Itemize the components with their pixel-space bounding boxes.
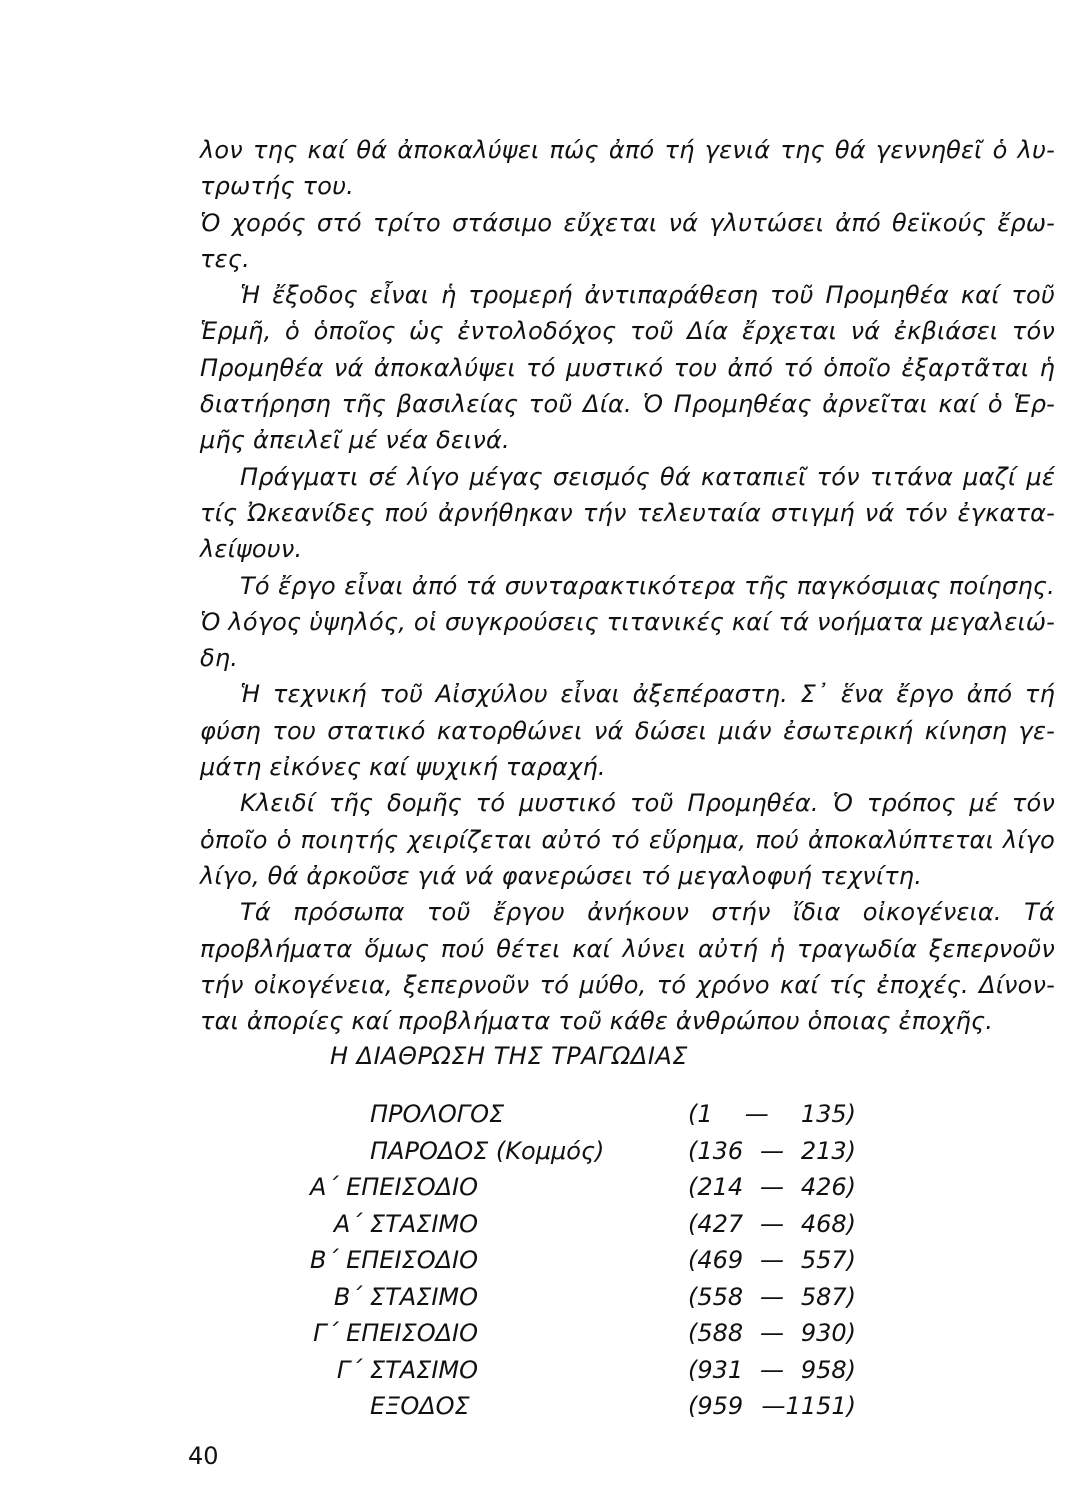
structure-label: ΠΡΟΛΟΓΟΣ (370, 1100, 505, 1128)
paragraph (200, 785, 1055, 894)
text-line: τρωτής του. (200, 172, 355, 201)
text-line: Ὁ λόγος ὑψηλός, οἱ συγκρούσεις τιτανικές καί τά νοήματα μεγαλειώ- (200, 607, 1055, 636)
structure-label: Β΄ ΣΤΑΣΙΜΟ (333, 1282, 478, 1311)
structure-label: Γ΄ ΕΠΕΙΣΟΔΙΟ (313, 1319, 478, 1347)
structure-range: (558 — 587) (688, 1282, 856, 1311)
paragraph (200, 568, 1055, 677)
text-line: διατήρηση τῆς βασιλείας τοῦ Δία. Ὁ Προμηθέας ἀρνεῖται καί ὁ Ἑρ- (200, 390, 1055, 419)
text-line: λον της καί θά ἀποκαλύψει πώς ἀπό τή γενιά της θά γεννηθεῖ ὁ λυ- (200, 136, 1055, 164)
structure-row (200, 1206, 880, 1243)
text-line: Κλειδί τῆς δομῆς τό μυστικό τοῦ Προμηθέα. Ὁ τρόπος μέ τόν (240, 789, 1055, 818)
text-line: Προμηθέα νά ἀποκαλύψει τό μυστικό του ἀπό τό ὁποῖο ἐξαρτᾶται ἡ (200, 353, 1055, 382)
page-number: 40 (188, 1442, 219, 1470)
structure-range: (588 — 930) (688, 1319, 856, 1347)
structure-range: (1 — 135) (688, 1100, 856, 1128)
paragraph (200, 459, 1055, 568)
text-line: Τό ἔργο εἶναι ἀπό τά συνταρακτικότερα τῆς παγκόσμιας ποίησης. (240, 571, 1055, 600)
structure-range: (469 — 557) (688, 1246, 856, 1274)
structure-label: Α΄ ΣΤΑΣΙΜΟ (333, 1209, 478, 1238)
structure-heading: Η ΔΙΑΘΡΩΣΗ ΤΗΣ ΤΡΑΓΩΔΙΑΣ (330, 1042, 688, 1070)
structure-label: Α΄ ΕΠΕΙΣΟΔΙΟ (310, 1173, 478, 1201)
text-line: μῆς ἀπειλεῖ μέ νέα δεινά. (200, 426, 510, 455)
structure-label: ΕΞΟΔΟΣ (370, 1392, 470, 1420)
structure-range: (959 —1151) (688, 1392, 856, 1420)
text-line: προβλήματα ὅμως πού θέτει καί λύνει αὐτή ἡ τραγωδία ξεπερνοῦν (200, 934, 1055, 963)
structure-row (200, 1388, 880, 1425)
structure-row (200, 1279, 880, 1316)
structure-row (200, 1315, 880, 1352)
text-line: Ἡ τεχνική τοῦ Αἰσχύλου εἶναι ἀξεπέραστη. Σ᾽ ἕνα ἔργο ἀπό τή (240, 680, 1055, 709)
paragraph (200, 132, 1055, 205)
paragraph (200, 894, 1055, 1039)
text-line: ὁποῖο ὁ ποιητής χειρίζεται αὐτό τό εὕρημα, πού ἀποκαλύπτεται λίγο (200, 825, 1055, 854)
paragraph (200, 205, 1055, 278)
text-line: Πράγματι σέ λίγο μέγας σεισμός θά καταπιεῖ τόν τιτάνα μαζί μέ (240, 462, 1055, 491)
paragraph (200, 676, 1055, 785)
text-line: Ἑρμῆ, ὁ ὁποῖος ὡς ἐντολοδόχος τοῦ Δία ἔρχεται νά ἐκβιάσει τόν (200, 317, 1055, 346)
text-line: τες. (200, 244, 250, 273)
text-line: Ἡ ἔξοδος εἶναι ἡ τρομερή ἀντιπαράθεση τοῦ Προμηθέα καί τοῦ (240, 281, 1055, 310)
text-line: τίς Ὠκεανίδες πού ἀρνήθηκαν τήν τελευταία στιγμή νά τόν ἐγκατα- (200, 498, 1055, 527)
text-line: Τά πρόσωπα τοῦ ἔργου ἀνήκουν στήν ἴδια οἰκογένεια. Τά (240, 898, 1055, 927)
text-line: μάτη εἰκόνες καί ψυχική ταραχή. (200, 753, 606, 782)
structure-label: Β΄ ΕΠΕΙΣΟΔΙΟ (310, 1246, 478, 1274)
structure-row (200, 1096, 880, 1133)
structure-row (200, 1352, 880, 1389)
text-line: φύση του στατικό κατορθώνει νά δώσει μιάν ἐσωτερική κίνηση γε- (200, 716, 1055, 745)
structure-range: (214 — 426) (688, 1173, 856, 1201)
body-text (200, 132, 1055, 1039)
text-line: λίγο, θά ἀρκοῦσε γιά νά φανερώσει τό μεγαλοφυή τεχνίτη. (200, 861, 923, 890)
structure-range: (427 — 468) (688, 1209, 856, 1238)
structure-row (200, 1242, 880, 1279)
text-line: Ὁ χορός στό τρίτο στάσιμο εὔχεται νά γλυτώσει ἀπό θεϊκούς ἔρω- (200, 208, 1055, 237)
text-line: ται ἀπορίες καί προβλήματα τοῦ κάθε ἀνθρώπου ὁποιας ἐποχῆς. (200, 1007, 994, 1036)
paragraph (200, 277, 1055, 458)
text-line: τήν οἰκογένεια, ξεπερνοῦν τό μύθο, τό χρόνο καί τίς ἐποχές. Δίνον- (200, 970, 1055, 999)
structure-table (200, 1096, 880, 1425)
structure-range: (931 — 958) (688, 1355, 856, 1384)
structure-range: (136 — 213) (688, 1136, 856, 1165)
text-line: λείψουν. (200, 535, 303, 564)
structure-row (200, 1169, 880, 1206)
structure-label: Γ΄ ΣΤΑΣΙΜΟ (336, 1355, 478, 1384)
text-line: δη. (200, 644, 239, 673)
structure-row (200, 1133, 880, 1170)
structure-label: ΠΑΡΟΔΟΣ (Κομμός) (370, 1136, 605, 1165)
